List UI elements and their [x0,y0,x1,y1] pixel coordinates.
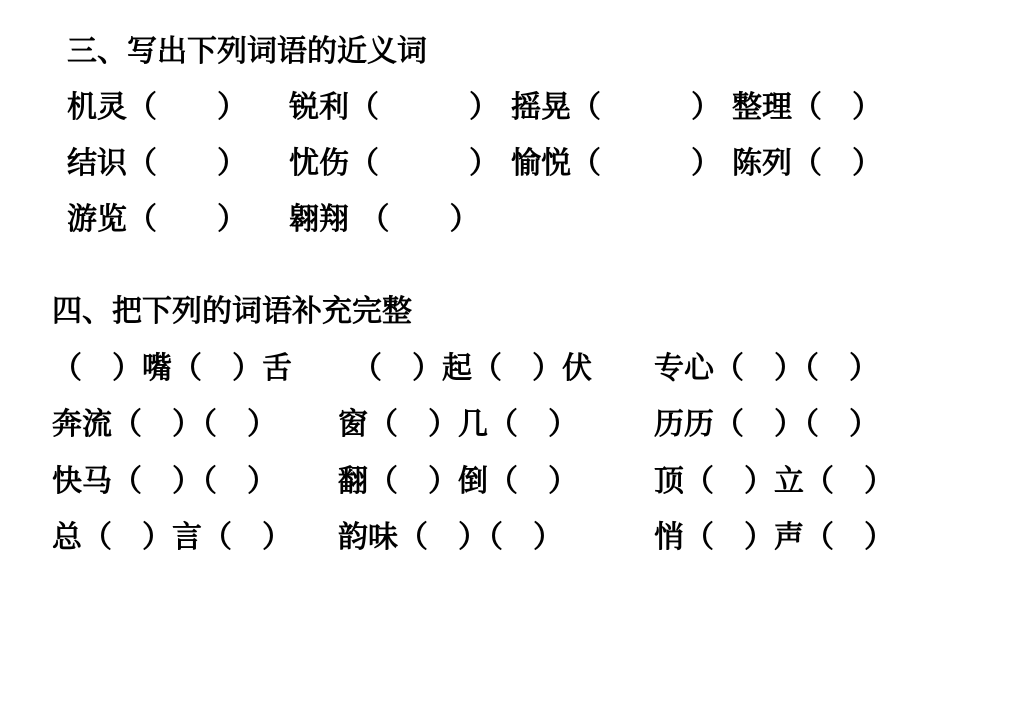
synonym-item: 摇晃（ ） [511,90,721,125]
synonym-item: 陈列（ ） [732,146,882,181]
synonym-item: 机灵（ ） [67,90,247,125]
synonym-item: 愉悦（ ） [511,146,721,181]
synonym-item: 忧伤（ ） [289,146,499,181]
idiom-item: 专心（ ）（ ） [654,351,879,386]
section-4-row-1 [52,349,952,389]
synonym-item: 结识（ ） [67,146,247,181]
section-4-title: 四、把下列的词语补充完整 [52,294,412,329]
section-3-row-1 [67,88,967,128]
synonym-item: 整理（ ） [732,90,882,125]
synonym-item: 锐利（ ） [289,90,499,125]
idiom-item: 总（ ）言（ ） [52,520,292,555]
idiom-item: （ ）起（ ）伏 [352,351,592,386]
idiom-item: 翻（ ）倒（ ） [338,464,578,499]
section-3-row-3 [67,200,967,240]
section-3-row-2 [67,144,967,184]
idiom-item: 历历（ ）（ ） [654,407,879,442]
idiom-item: 窗（ ）几（ ） [338,407,578,442]
section-4-row-4 [52,518,952,558]
idiom-item: 韵味（ ）（ ） [338,520,563,555]
idiom-item: 顶（ ）立（ ） [654,464,894,499]
synonym-item: 翱翔 （ ） [289,202,480,237]
section-4-row-2 [52,405,952,445]
idiom-item: 快马（ ）（ ） [52,464,277,499]
idiom-item: 奔流（ ）（ ） [52,407,277,442]
synonym-item: 游览（ ） [67,202,247,237]
idiom-item: 悄（ ）声（ ） [654,520,894,555]
idiom-item: （ ）嘴（ ）舌 [52,351,292,386]
section-4-row-3 [52,462,952,502]
section-3-title: 三、写出下列词语的近义词 [67,34,427,69]
